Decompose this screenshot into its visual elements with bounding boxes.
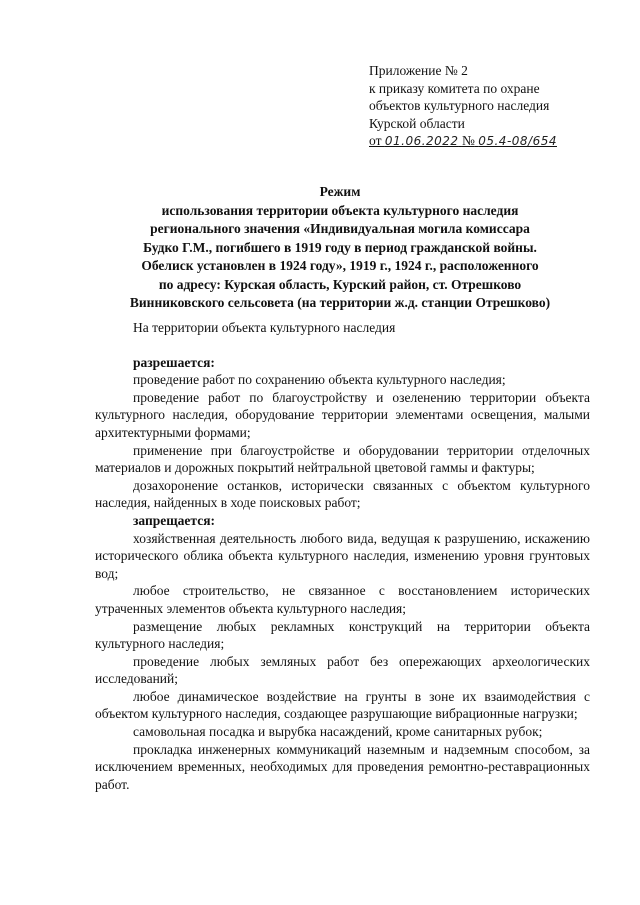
forbidden-item: самовольная посадка и вырубка насаждений, кроме санитарных рубок; bbox=[133, 724, 543, 740]
number-prefix: № bbox=[461, 133, 475, 148]
title-line: Будко Г.М., погибшего в 1919 году в период гражданской войны. bbox=[143, 239, 537, 255]
forbidden-item: размещение любых рекламных конструкций на территории объекта культурного наследия; bbox=[95, 618, 590, 652]
document-body bbox=[95, 319, 590, 793]
appendix-region-line: Курской области bbox=[369, 115, 465, 131]
title-line: по адресу: Курская область, Курский район, ст. Отрешково bbox=[158, 276, 522, 292]
document-title bbox=[60, 183, 620, 313]
title-line: регионального значения «Индивидуальная могила комиссара bbox=[150, 221, 530, 236]
title-line: Режим bbox=[319, 184, 361, 199]
forbidden-item: прокладка инженерных коммуникаций наземным и надземным способом, за исключением временных, необходимых для проведения ремонтно-реставрационных работ. bbox=[95, 741, 590, 792]
forbidden-item: проведение любых земляных работ без опережающих археологических исследований; bbox=[95, 653, 590, 687]
date-value: 01.06.2022 bbox=[384, 134, 459, 148]
forbidden-item: любое строительство, не связанное с восстановлением исторических утраченных элементов объекта культурного наследия; bbox=[95, 583, 590, 616]
appendix-order-line: к приказу комитета по охране bbox=[369, 80, 540, 96]
appendix-header bbox=[369, 62, 619, 151]
title-line: Винниковского сельсовета (на территории ж.д. станции Отрешково) bbox=[129, 295, 551, 310]
allowed-item: проведение работ по сохранению объекта культурного наследия; bbox=[133, 372, 506, 388]
forbidden-item: хозяйственная деятельность любого вида, ведущая к разрушению, искажению исторического облика объекта культурного наследия, изменению уровня грунтовых вод; bbox=[95, 530, 590, 581]
appendix-committee-line: объектов культурного наследия bbox=[369, 98, 550, 113]
allowed-item: дозахоронение останков, исторически связанных с объектом культурного наследия, найденных в ходе поисковых работ; bbox=[95, 477, 590, 511]
intro-paragraph: На территории объекта культурного наследия bbox=[133, 320, 396, 335]
allowed-item: проведение работ по благоустройству и озеленению территории объекта культурного наследия, оборудование территории элементами освещения, малыми архитектурными формами; bbox=[95, 389, 590, 440]
title-line: Обелиск установлен в 1924 году», 1919 г., 1924 г., расположенного bbox=[141, 258, 539, 273]
appendix-date-line bbox=[369, 132, 619, 151]
date-prefix: от bbox=[369, 133, 382, 148]
allowed-item: применение при благоустройстве и оборудовании территории отделочных материалов и дорожных покрытий нейтральной цветовой гаммы и фактуры; bbox=[95, 442, 590, 476]
appendix-number: Приложение № 2 bbox=[369, 63, 468, 78]
forbidden-heading: запрещается: bbox=[133, 512, 216, 528]
order-number: 05.4-08/654 bbox=[478, 134, 557, 148]
forbidden-item: любое динамическое воздействие на грунты в зоне их взаимодействия с объектом культурного наследия, создающее разрушающие вибрационные нагрузки; bbox=[95, 688, 590, 722]
title-line: использования территории объекта культурного наследия bbox=[161, 202, 519, 218]
allowed-heading: разрешается: bbox=[133, 354, 215, 370]
